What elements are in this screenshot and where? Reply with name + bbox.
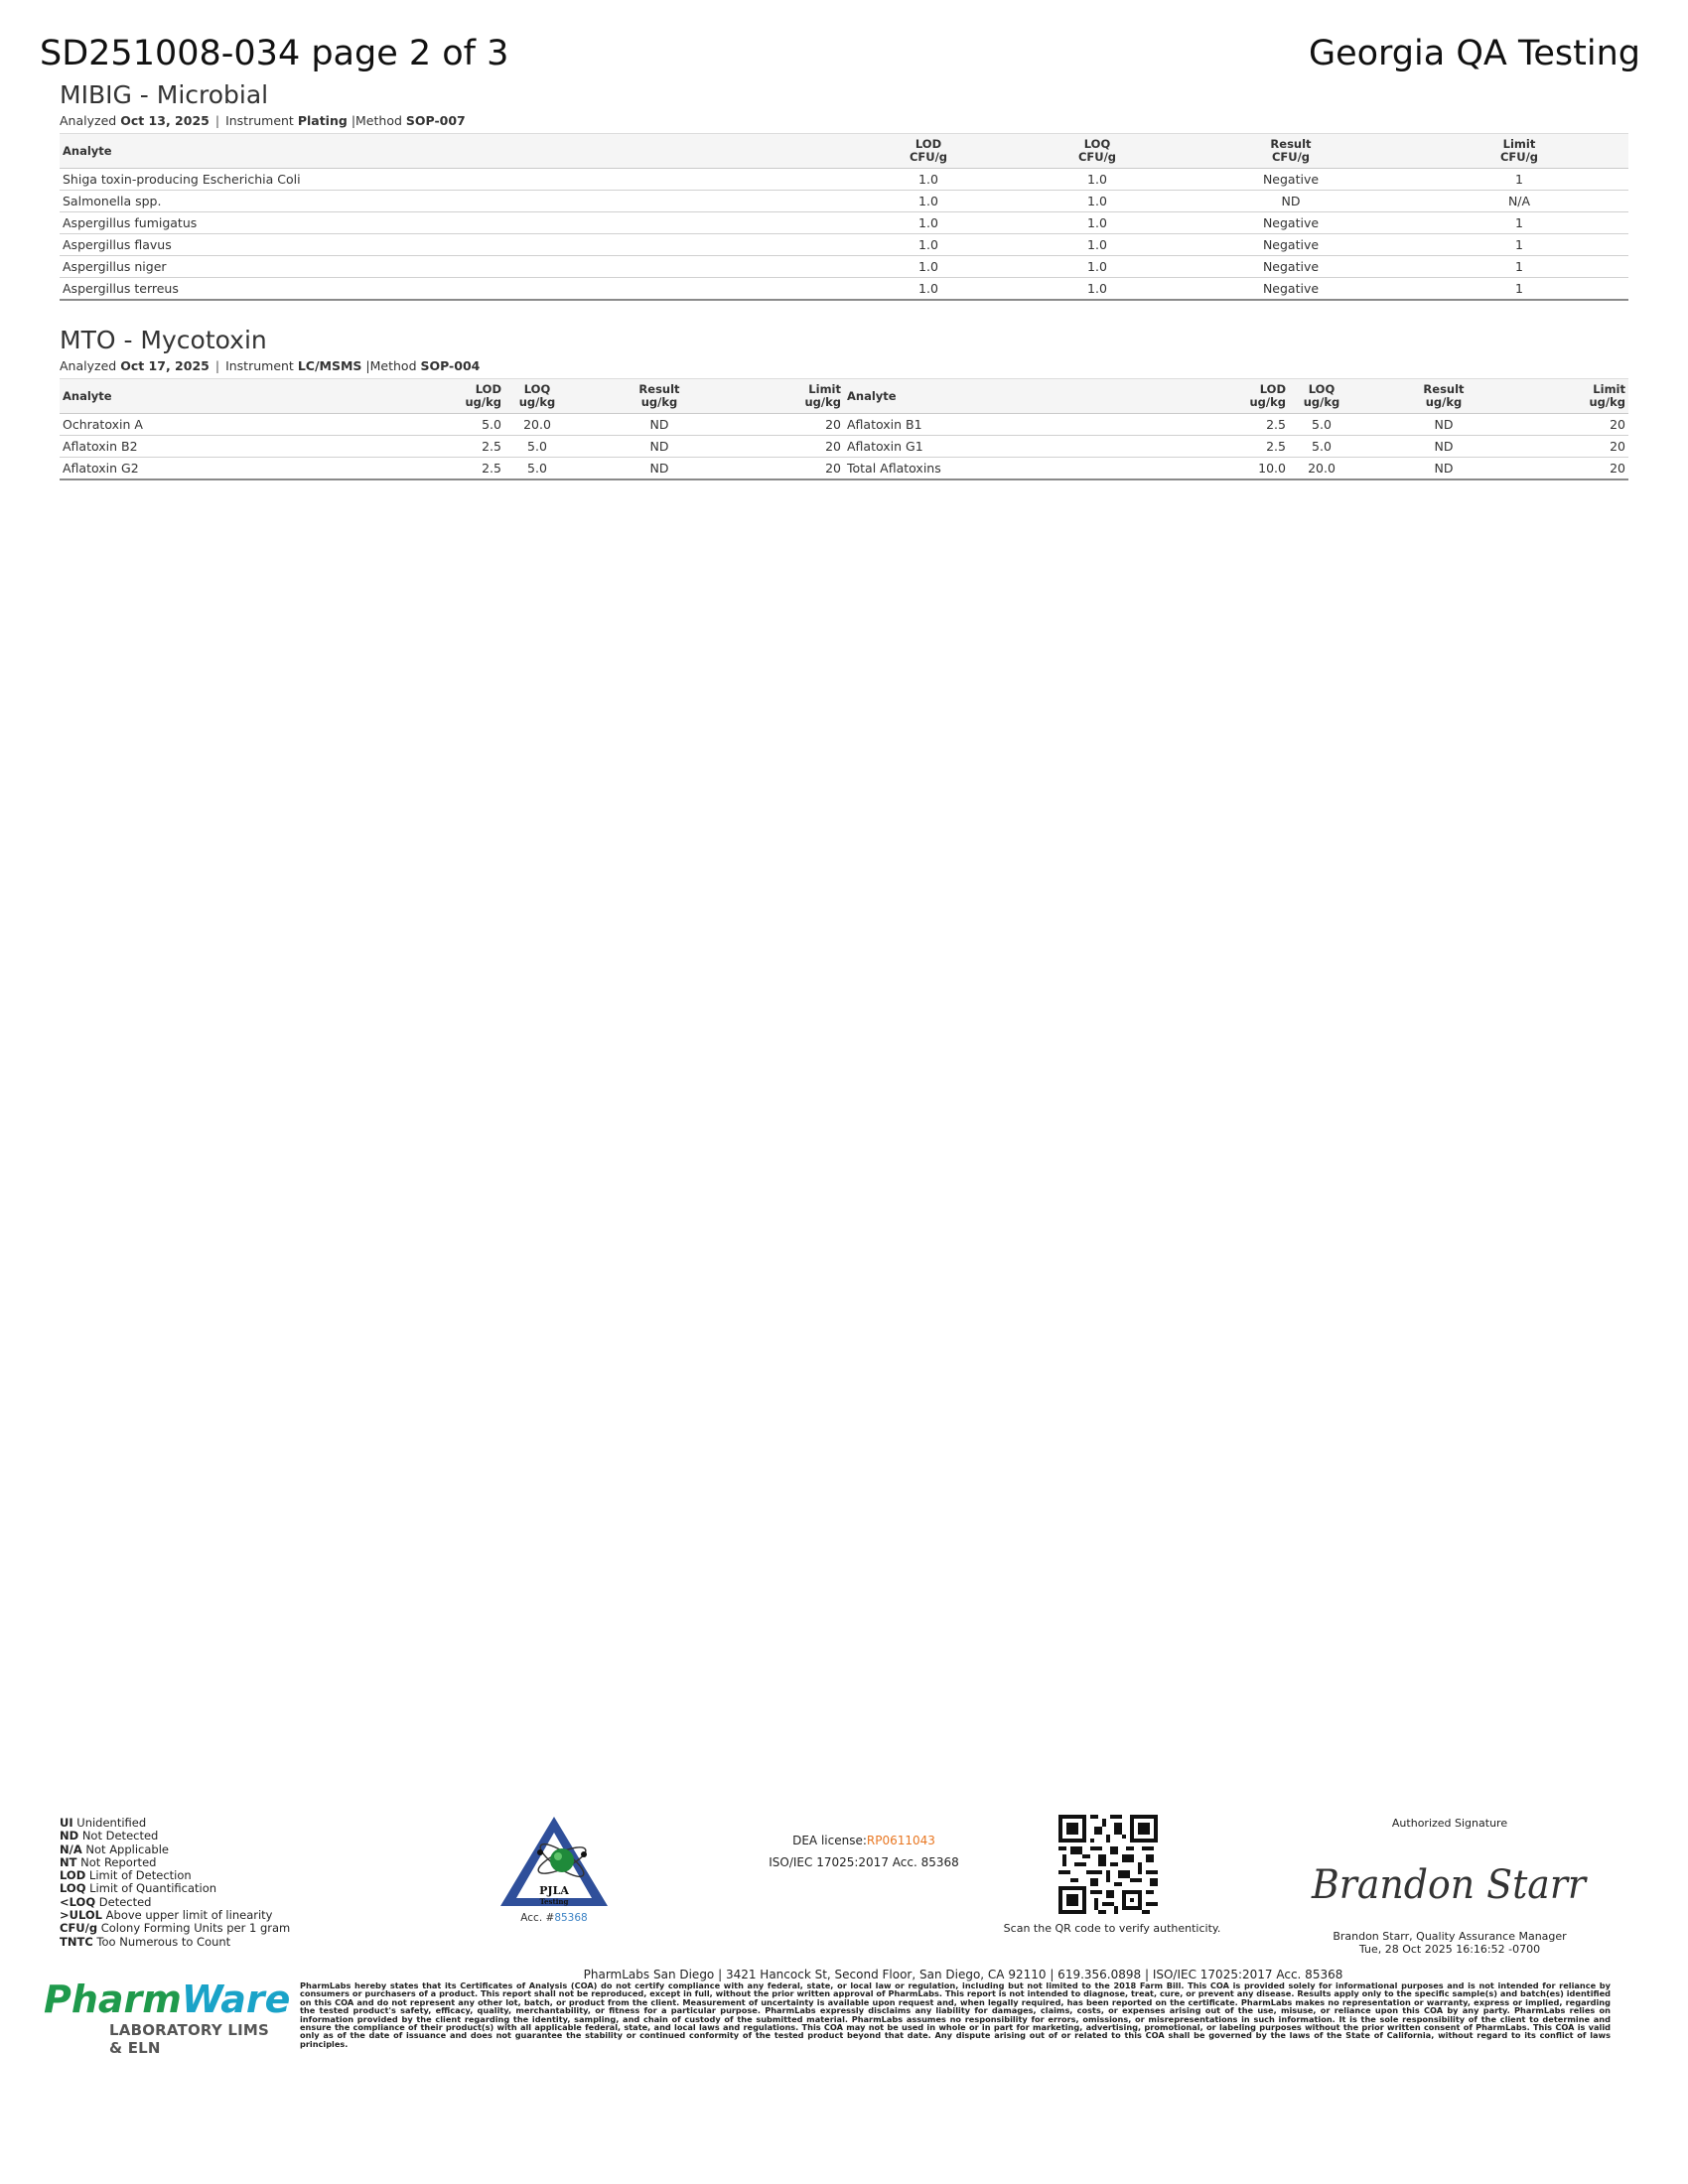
col-result: Result ug/kg [570,379,749,414]
limit-cell: 20 [749,414,844,436]
pjla-accreditation [496,1815,612,1924]
result-cell: ND [1354,436,1533,458]
loq-cell: 1.0 [1023,256,1172,278]
col-analyte: Analyte [844,379,1211,414]
lod-cell: 2.5 [1211,414,1289,436]
loq-cell: 5.0 [504,436,570,458]
table-row [60,256,1628,278]
analyte-cell: Aspergillus fumigatus [60,212,834,234]
col-lod: LOD ug/kg [427,379,504,414]
signatory [1291,1930,1609,1956]
col-loq: LOQ CFU/g [1023,134,1172,169]
legend-item: LOD Limit of Detection [60,1868,192,1883]
signature-label: Authorized Signature [1391,1817,1508,1830]
legend-item: UI Unidentified [60,1816,147,1830]
loq-cell: 5.0 [1289,414,1354,436]
col-limit: Limit ug/kg [749,379,844,414]
result-cell: ND [570,458,749,480]
brand-wordmark: PharmWare [44,1978,291,2021]
analyte-cell: Shiga toxin-producing Escherichia Coli [60,169,834,191]
legend-item: CFU/g Colony Forming Units per 1 gram [60,1921,291,1936]
lod-cell: 1.0 [834,191,1023,212]
loq-cell: 5.0 [1289,436,1354,458]
col-result: Result CFU/g [1172,134,1410,169]
analyte-cell: Salmonella spp. [60,191,834,212]
table-row [60,278,1628,301]
qr-caption: Scan the QR code to verify authenticity. [1003,1922,1221,1935]
limit-cell: 1 [1410,169,1628,191]
dea-license: DEA license:RP0611043 [792,1834,935,1847]
signatory-name-title: Brandon Starr, Quality Assurance Manager [1333,1930,1567,1943]
mycotoxin-title: MTO - Mycotoxin [60,326,267,354]
brand-tagline: LABORATORY LIMS & ELN [109,2021,270,2057]
loq-cell: 20.0 [1289,458,1354,480]
lod-cell: 2.5 [1211,436,1289,458]
legend-item: >ULOL Above upper limit of linearity [60,1908,273,1923]
pharmware-logo [44,1978,291,2057]
limit-cell: 1 [1410,278,1628,301]
result-cell: Negative [1172,212,1410,234]
lod-cell: 2.5 [427,458,504,480]
loq-cell: 1.0 [1023,212,1172,234]
handwritten-signature [1306,1848,1594,1918]
mycotoxin-section [60,325,1628,480]
loq-cell: 1.0 [1023,191,1172,212]
loq-cell: 20.0 [504,414,570,436]
col-limit: Limit CFU/g [1410,134,1628,169]
license-info [695,1830,1033,1873]
lod-cell: 1.0 [834,278,1023,301]
analyte-cell: Ochratoxin A [60,414,427,436]
table-header-row [60,379,1628,414]
qr-code-icon[interactable] [1058,1815,1158,1914]
table-row [60,458,1628,480]
col-analyte: Analyte [60,379,427,414]
svg-text:PJLA: PJLA [539,1884,569,1897]
table-row [60,436,1628,458]
table-row [60,234,1628,256]
legend-item: LOQ Limit of Quantification [60,1881,217,1896]
lod-cell: 2.5 [427,436,504,458]
loq-cell: 1.0 [1023,234,1172,256]
microbial-title: MIBIG - Microbial [60,80,269,109]
svg-text:Brandon Starr: Brandon Starr [1311,1862,1589,1908]
legend-item: <LOQ Detected [60,1894,152,1909]
lod-cell: 1.0 [834,234,1023,256]
legend-item: N/A Not Applicable [60,1842,169,1856]
result-cell: ND [1172,191,1410,212]
iso-accreditation: ISO/IEC 17025:2017 Acc. 85368 [769,1855,959,1869]
legal-disclaimer: PharmLabs hereby states that its Certificates of Analysis (COA) do not certify compliance with any federal, state, or local law or regulation, including but not limited to the 2018 Farm Bill. This COA is provided solely for informational purposes and is not intended for reliance by consumers or purchasers of a product. This report shall not be reproduced, except in full, without the prior written approval of PharmLabs. This report is not intended to diagnose, treat, cure, or prevent any disease. Results apply only to the specific sample(s) and batch(es) identified on this COA and do not represent any other lot, batch, or product from the client. Measurement of uncertainty is available upon request and, when legally required, has been reported on the certificate. PharmLabs makes no representation or warranty, express or implied, regarding the tested product's safety, efficacy, quality, merchantability, or fitness for a particular purpose. PharmLabs expressly disclaims any liability for damages, claims, costs, or expenses arising out of the use, misuse, or reliance upon this COA by any party. PharmLabs relies on information provided by the client regarding the identity, sampling, and chain of custody of the submitted material. PharmLabs assumes no responsibility for errors, omissions, or misrepresentations in such information. It is the sole responsibility of the client to determine and ensure the compliance of their product(s) with all applicable federal, state, and local laws and regulations. This COA may not be used in whole or in part for marketing, advertising, promotional, or labeling purposes without the prior written consent of PharmLabs. This COA is valid only as of the date of issuance and does not guarantee the stability or continued conformity of the tested product beyond that date. Any dispute arising out of or related to this COA shall be governed by the laws of the State of California, without regard to its conflict of laws principles. [300,1980,1611,2049]
result-cell: ND [570,436,749,458]
analyte-cell: Aspergillus niger [60,256,834,278]
analyte-cell: Aspergillus terreus [60,278,834,301]
limit-cell: 20 [1533,436,1628,458]
limit-cell: 20 [1533,458,1628,480]
lod-cell: 10.0 [1211,458,1289,480]
analyte-cell: Total Aflatoxins [844,458,1211,480]
mycotoxin-table [60,378,1628,480]
legend-item: NT Not Reported [60,1854,157,1869]
limit-cell: 20 [749,436,844,458]
signature-timestamp: Tue, 28 Oct 2025 16:16:52 -0700 [1358,1943,1541,1956]
analyte-cell: Aflatoxin B2 [60,436,427,458]
microbial-section [60,79,1628,301]
lab-address: PharmLabs San Diego | 3421 Hancock St, Second Floor, San Diego, CA 92110 | 619.356.0898 | ISO/IEC 17025:2017 Acc. 85368 [583,1968,1343,1981]
table-row [60,169,1628,191]
lab-name: Georgia QA Testing [1308,34,1640,73]
result-cell: Negative [1172,169,1410,191]
table-row [60,212,1628,234]
svg-text:Testing: Testing [539,1897,569,1906]
pjla-acc-number: Acc. #85368 [520,1912,588,1924]
lod-cell: 1.0 [834,169,1023,191]
analyte-cell: Aflatoxin G1 [844,436,1211,458]
analyte-cell: Aflatoxin B1 [844,414,1211,436]
table-row [60,414,1628,436]
limit-cell: 20 [1533,414,1628,436]
analyte-cell: Aspergillus flavus [60,234,834,256]
loq-cell: 1.0 [1023,169,1172,191]
col-loq: LOQ ug/kg [504,379,570,414]
limit-cell: 20 [749,458,844,480]
result-cell: Negative [1172,234,1410,256]
microbial-table [60,133,1628,301]
legend-item: ND Not Detected [60,1829,159,1843]
table-header-row [60,134,1628,169]
col-analyte: Analyte [60,134,834,169]
microbial-meta: Analyzed Oct 13, 2025 | Instrument Plating |Method SOP-007 [60,113,466,128]
col-limit: Limit ug/kg [1533,379,1628,414]
loq-cell: 5.0 [504,458,570,480]
limit-cell: 1 [1410,234,1628,256]
mycotoxin-meta: Analyzed Oct 17, 2025 | Instrument LC/MSMS |Method SOP-004 [60,358,481,373]
pjla-logo-icon [496,1815,612,1910]
page-id: SD251008-034 page 2 of 3 [40,34,509,73]
col-loq: LOQ ug/kg [1289,379,1354,414]
lod-cell: 1.0 [834,212,1023,234]
analyte-cell: Aflatoxin G2 [60,458,427,480]
loq-cell: 1.0 [1023,278,1172,301]
col-lod: LOD ug/kg [1211,379,1289,414]
col-result: Result ug/kg [1354,379,1533,414]
result-cell: Negative [1172,256,1410,278]
limit-cell: 1 [1410,212,1628,234]
abbreviation-legend [60,1817,290,1949]
limit-cell: 1 [1410,256,1628,278]
limit-cell: N/A [1410,191,1628,212]
result-cell: ND [570,414,749,436]
result-cell: Negative [1172,278,1410,301]
lod-cell: 5.0 [427,414,504,436]
legend-item: TNTC Too Numerous to Count [60,1934,231,1949]
lod-cell: 1.0 [834,256,1023,278]
table-row [60,191,1628,212]
result-cell: ND [1354,458,1533,480]
result-cell: ND [1354,414,1533,436]
col-lod: LOD CFU/g [834,134,1023,169]
